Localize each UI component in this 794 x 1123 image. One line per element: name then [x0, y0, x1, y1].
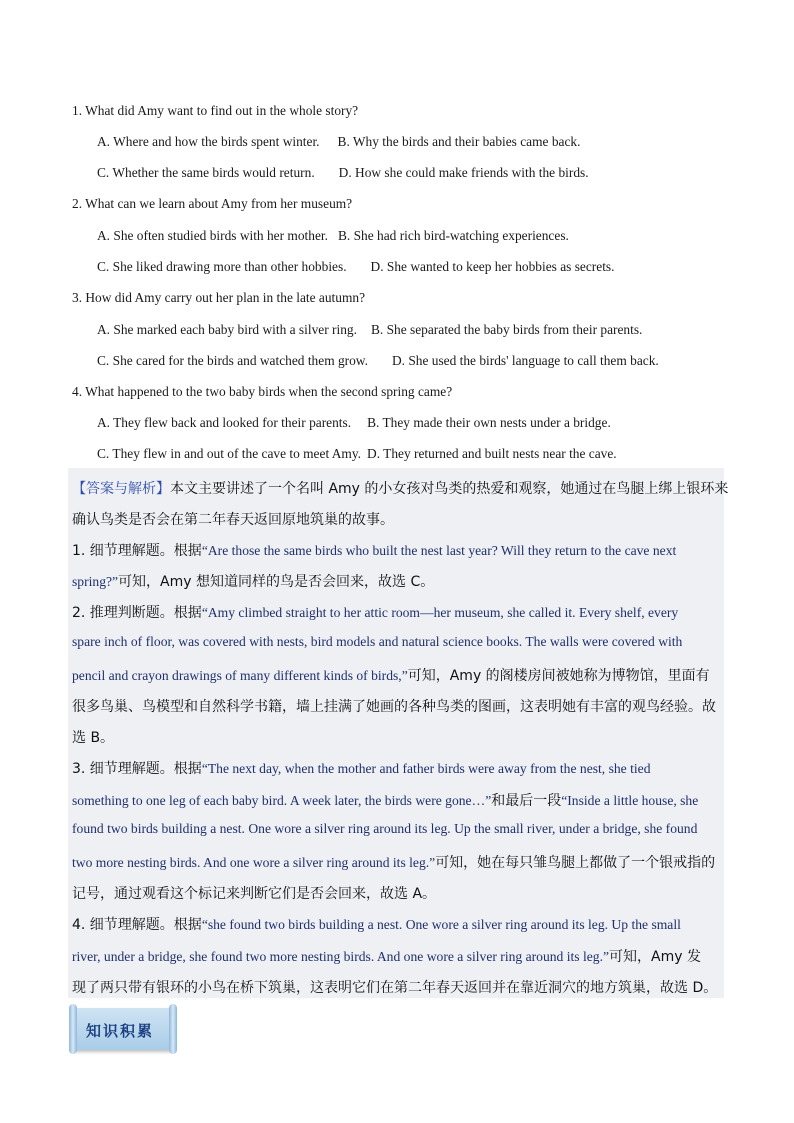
answer-line: [72, 602, 678, 622]
explanation-text: 本文主要讲述了一个名叫 Amy 的小女孩对鸟类的热爱和观察，她通过在鸟腿上绑上银环来: [170, 481, 729, 497]
knowledge-accumulation-banner: [72, 1004, 176, 1052]
option-b: B. Why the birds and their babies came back.: [337, 134, 581, 149]
quoted-passage-text: two more nesting birds. And one wore a silver ring around its leg.”: [72, 855, 436, 870]
scroll-roll-left: [69, 1004, 77, 1054]
section-label: 知识积累: [86, 1022, 155, 1040]
question-stem: 4. What happened to the two baby birds when the second spring came?: [72, 384, 453, 399]
option-d: D. She used the birds' language to call them back.: [391, 353, 659, 368]
question-stem: 3. How did Amy carry out her plan in the late autumn?: [72, 290, 366, 305]
option-c: C. She cared for the birds and watched them grow.: [97, 353, 368, 368]
answer-line: [72, 634, 682, 650]
quoted-passage-text: “Inside a little house, she: [561, 793, 699, 808]
option-row: [97, 165, 589, 181]
explanation-text: 可知，她在每只雏鸟腿上都做了一个银戒指的: [435, 855, 716, 871]
option-c: C. Whether the same birds would return.: [97, 165, 315, 180]
explanation-text: 确认鸟类是否会在第二年春天返回原地筑巢的故事。: [72, 512, 394, 528]
explanation-text: 可知，Amy 想知道同样的鸟是否会回来，故选 C。: [118, 574, 435, 590]
quoted-passage-text: “The next day, when the mother and father birds were away from the nest, she tied: [201, 761, 651, 776]
option-row: [97, 446, 617, 462]
answer-line: [72, 883, 436, 903]
option-c: C. They flew in and out of the cave to meet Amy.: [97, 446, 362, 461]
option-b: B. She had rich bird-watching experiences.: [337, 228, 569, 243]
answer-line: [72, 914, 681, 934]
answer-line: [72, 509, 394, 529]
option-row: [97, 134, 580, 150]
answer-line: [72, 665, 710, 685]
quoted-passage-text: spare inch of floor, was covered with nests, bird models and natural science books. The walls were covered with: [72, 634, 683, 649]
quoted-passage-text: “she found two birds building a nest. One wore a silver ring around its leg. Up the small: [201, 917, 681, 932]
explanation-text: 很多鸟巢、鸟模型和自然科学书籍，墙上挂满了她画的各种鸟类的图画，这表明她有丰富的观鸟经验。故: [72, 699, 716, 715]
explanation-text: 可知，Amy 发: [609, 949, 701, 965]
answer-line: [72, 540, 676, 560]
explanation-text: 3. 细节理解题。根据: [72, 761, 202, 777]
option-a: A. She often studied birds with her mother.: [97, 228, 328, 243]
answer-line: [72, 790, 698, 810]
option-row: [97, 415, 611, 431]
quoted-passage-text: “Amy climbed straight to her attic room—her museum, she called it. Every shelf, every: [201, 605, 679, 620]
explanation-text: 4. 细节理解题。根据: [72, 917, 202, 933]
question-stem: 1. What did Amy want to find out in the whole story?: [72, 103, 359, 118]
option-d: D. She wanted to keep her hobbies as secrets.: [370, 259, 615, 274]
option-row: [97, 228, 569, 244]
answer-line: [72, 977, 717, 997]
explanation-text: 现了两只带有银环的小鸟在桥下筑巢，这表明它们在第二年春天返回并在靠近洞穴的地方筑巢，故选 D。: [72, 980, 718, 996]
quoted-passage-text: found two birds building a nest. One wore a silver ring around its leg. Up the small river, under a bridge, she found: [72, 821, 698, 836]
scroll-roll-right: [169, 1004, 177, 1054]
quoted-passage-text: river, under a bridge, she found two more nesting birds. And one wore a silver ring around its leg.”: [72, 949, 610, 964]
answer-line: [72, 758, 651, 778]
option-a: A. Where and how the birds spent winter.: [97, 134, 320, 149]
quoted-passage-text: “Are those the same birds who built the nest last year? Will they return to the cave next: [201, 543, 677, 558]
answer-line: [72, 852, 715, 872]
explanation-text: 记号，通过观看这个标记来判断它们是否会回来，故选 A。: [72, 886, 437, 902]
answer-line: [72, 946, 701, 966]
option-d: D. They returned and built nests near the cave.: [367, 446, 617, 461]
option-c: C. She liked drawing more than other hobbies.: [97, 259, 347, 274]
answer-line: [72, 727, 114, 747]
explanation-text: 可知，Amy 的阁楼房间被她称为博物馆，里面有: [407, 668, 710, 684]
quoted-passage-text: spring?”: [72, 574, 119, 589]
explanation-text: 和最后一段: [491, 793, 562, 809]
option-row: [97, 322, 642, 338]
option-a: A. She marked each baby bird with a silver ring.: [97, 322, 357, 337]
option-row: [97, 353, 659, 369]
explanation-text: 选 B。: [72, 730, 115, 746]
option-row: [97, 259, 614, 275]
option-d: D. How she could make friends with the birds.: [338, 165, 589, 180]
explanation-text: 1. 细节理解题。根据: [72, 543, 202, 559]
answer-line: [72, 478, 728, 498]
answer-line: [72, 571, 434, 591]
answer-line: [72, 821, 697, 837]
answer-heading: 【答案与解析】: [72, 481, 170, 497]
question-stem: 2. What can we learn about Amy from her museum?: [72, 196, 353, 211]
quoted-passage-text: something to one leg of each baby bird. A week later, the birds were gone…”: [72, 793, 492, 808]
explanation-text: 2. 推理判断题。根据: [72, 605, 202, 621]
option-a: A. They flew back and looked for their parents.: [97, 415, 352, 430]
option-b: B. She separated the baby birds from their parents.: [370, 322, 643, 337]
quoted-passage-text: pencil and crayon drawings of many different kinds of birds,”: [72, 668, 408, 683]
answer-line: [72, 696, 716, 716]
option-b: B. They made their own nests under a bridge.: [367, 415, 611, 430]
